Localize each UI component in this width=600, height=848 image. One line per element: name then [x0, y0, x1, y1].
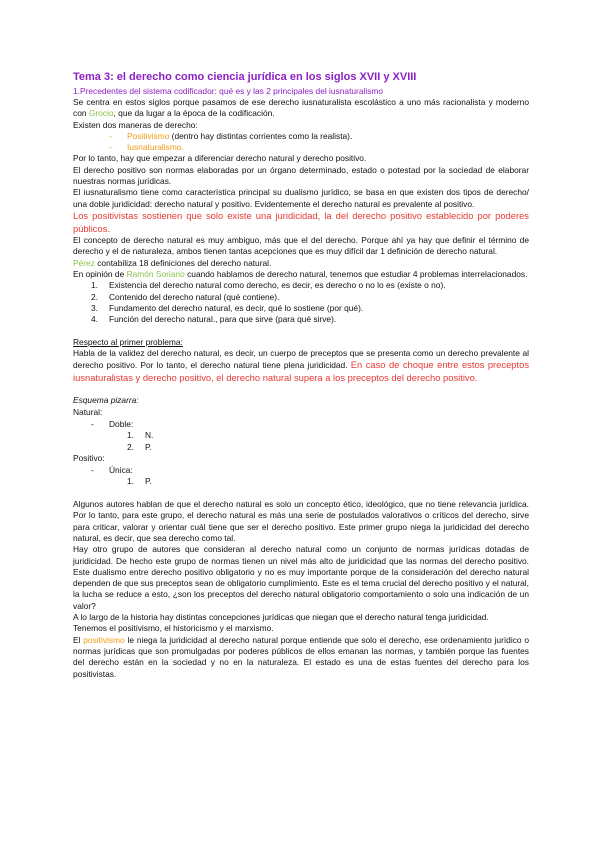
paragraph: Pérez contabiliza 18 definiciones del derecho natural.	[73, 257, 272, 268]
list-item: - Positivismo (dentro hay distintas corrientes como la realista).	[109, 131, 529, 142]
law-types-list	[73, 131, 529, 154]
page-title: Tema 3: el derecho como ciencia jurídica en los siglos XVII y XVIII	[73, 71, 417, 83]
paragraph: Por lo tanto, hay que empezar a diferenciar derecho natural y derecho positivo.	[73, 153, 367, 164]
schema-positivo: Positivo:	[73, 453, 105, 464]
schema-row: 2. P.	[127, 441, 152, 452]
schema-row: - Doble:	[91, 418, 134, 429]
schema-natural: Natural:	[73, 406, 103, 417]
paragraph: A lo largo de la historia hay distintas concepciones jurídicas que niegan que el derecho natural tenga juridicidad.	[73, 612, 489, 623]
author-grocio: Grocio	[88, 108, 114, 119]
list-item: 2. Contenido del derecho natural (qué contiene).	[91, 291, 280, 302]
list-item: 1. Existencia del derecho natural como derecho, es decir, es derecho o no lo es (existe o no).	[91, 280, 446, 291]
board-schema	[73, 395, 529, 488]
schema-row: 1. P.	[127, 476, 152, 487]
paragraph: Tenemos el positivismo, el historicismo y el marxismo.	[73, 623, 274, 634]
paragraph-intro: Se centra en estos siglos porque pasamos de ese derecho iusnaturalista escolástico a uno más racionalista y moderno con Grocio, que da lugar a la época de la codificación.	[73, 97, 529, 119]
paragraph: Habla de la validez del derecho natural, es decir, un cuerpo de preceptos que se presenta como un derecho prevalente al derecho positivo. Por lo tanto, el derecho natural tiene plena juridicidad. En caso de choque entre estos preceptos iusnaturalistas y derecho positivo, el derecho natural supera a los preceptos del derecho positivo.	[73, 347, 530, 383]
schema-row: - Única:	[91, 464, 133, 475]
paragraph: En opinión de Ramón Soriano cuando hablamos de derecho natural, tenemos que estudiar 4 problemas interrelacionados.	[73, 269, 528, 280]
list-item: 3. Fundamento del derecho natural, es decir, qué lo sostiene (por qué).	[91, 302, 364, 313]
paragraph: El derecho positivo son normas elaboradas por un órgano determinado, estado o potestad por la sociedad de elaborar nuestras normas jurídicas.	[73, 164, 529, 187]
paragraph: El concepto de derecho natural es muy ambiguo, más que el del derecho. Porque ahí ya hay que definir el término de derecho y el de naturaleza, ambos tienen tantas acepciones que es muy difícil dar 1 definición de derecho natural.	[73, 235, 529, 257]
list-item: - Iusnaturalismo.	[109, 142, 529, 153]
section-subtitle: 1.Precedentes del sistema codificador: qué es y las 2 principales del iusnaturalismo	[73, 86, 384, 96]
author-soriano: Ramón Soriano	[126, 269, 185, 280]
author-perez: Pérez	[73, 257, 95, 268]
paragraph: Hay otro grupo de autores que consideran al derecho natural como un conjunto de normas jurídicas dotadas de juridicidad. De hecho este grupo de normas tienen un nivel más alto de juridicidad que las normas del derecho positivo. Este dualismo entre derecho positivo obligatorio y no es muy importante porque de la consideración del derecho natural dependen de que sus preceptos sean de obligatorio cumplimiento. Este es el tema crucial del derecho positivo y el natural, la lucha se reduce a esto, ¿son los preceptos del derecho natural obligatorio comportamiento o solo una indicación de un valor?	[73, 544, 529, 611]
section-heading: Respecto al primer problema:	[73, 336, 183, 347]
problems-list	[73, 280, 529, 325]
paragraph: El positivismo le niega la juridicidad al derecho natural porque entiende que solo el derecho, ese ordenamiento jurídico o normas jurídicas que son promulgadas por poderes públicos de ellos emanan las normas, y también porque las fuentes del derecho están en la sociedad y no en la naturaleza. El estado es una de estas fuentes del derecho para los positivistas.	[73, 634, 530, 679]
paragraph: Algunos autores hablan de que el derecho natural es solo un concepto ético, ideológico, que no tiene relevancia jurídica. Por lo tanto, para este grupo, el derecho natural es más una serie de postulados valorativos o críticos del derecho, sirve para criticar, valorar y orientar cuál tiene que ser el derecho positivo. Este primer grupo niega la juridicidad del derecho natural, es decir, que sea derecho como tal.	[73, 499, 529, 543]
list-item: 4. Función del derecho natural., para que sirve (para qué sirve).	[91, 314, 337, 325]
paragraph: Existen dos maneras de derecho:	[73, 119, 198, 130]
highlighted-paragraph: Los positivistas sostienen que solo existe una juridicidad, la del derecho positivo establecido por poderes públicos.	[73, 209, 529, 234]
schema-heading: Esquema pizarra:	[73, 395, 139, 406]
paragraph: El iusnaturalismo tiene como característica principal su dualismo jurídico, se basa en que existen dos tipos de derecho/ una doble juridicidad: derecho natural y positivo. Evidentemente el derecho natural es prevalente al positivo.	[73, 187, 529, 209]
document-body	[73, 70, 529, 680]
schema-row: 1. N.	[127, 430, 154, 441]
